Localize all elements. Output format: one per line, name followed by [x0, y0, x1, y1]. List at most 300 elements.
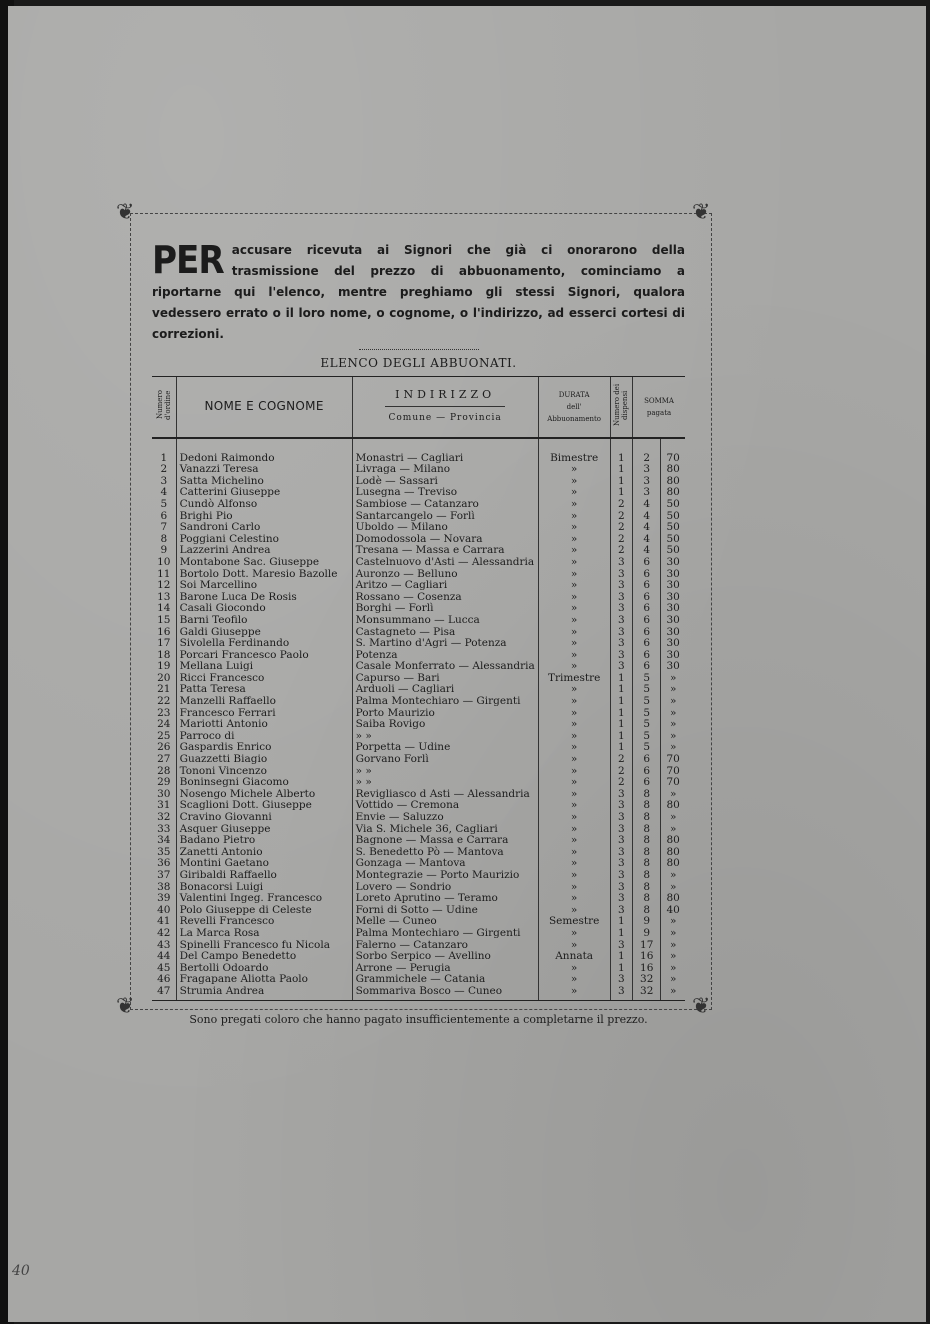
cell-c: 80 [661, 858, 685, 870]
cell-l: 4 [633, 545, 661, 557]
cell-dur: » [538, 592, 610, 604]
cell-name: Fragapane Aliotta Paolo [176, 974, 352, 986]
cell-dur: » [538, 940, 610, 952]
cell-dur: » [538, 661, 610, 673]
cell-l: 2 [633, 438, 661, 465]
cell-l: 8 [633, 812, 661, 824]
cell-name: Scaglioni Dott. Giuseppe [176, 800, 352, 812]
table-row [152, 580, 685, 592]
cell-num: 23 [157, 706, 171, 719]
cell-num: 7 [160, 521, 168, 534]
cell-num: 15 [157, 613, 171, 626]
cell-dur: » [538, 742, 610, 754]
cell-name: Parroco di [176, 731, 352, 743]
cell-num: 34 [157, 834, 171, 847]
cell-l: 6 [633, 557, 661, 569]
cell-dis: 1 [610, 464, 633, 476]
cell-addr: Casale Monferrato — Alessandria [352, 661, 538, 673]
cell-l: 5 [633, 673, 661, 685]
cell-l: 4 [633, 511, 661, 523]
cell-dur: » [538, 708, 610, 720]
cell-l: 6 [633, 615, 661, 627]
cell-dur: » [538, 487, 610, 499]
cell-c: » [661, 719, 685, 731]
cell-l: 32 [633, 986, 661, 1000]
table-row [152, 522, 685, 534]
table-row [152, 986, 685, 1000]
cell-dis: 3 [610, 569, 633, 581]
cell-name: Cundò Alfonso [176, 499, 352, 511]
intro-text: accusare ricevuta ai Signori che già ci onorarono della trasmissione del prezzo di abbuonamento, cominciamo a riportarne qui l'elenco, mentre preghiamo gli stessi Signori, qualora vedessero errato o il loro nome, o cognome, o l'indirizzo, ad esserci cortesi di correzioni. [152, 243, 685, 341]
margin-note: 40 [12, 1263, 30, 1279]
cell-c: » [661, 963, 685, 975]
cell-c: 30 [661, 580, 685, 592]
cell-l: 8 [633, 824, 661, 836]
cell-name: Strumia Andrea [176, 986, 352, 1000]
cell-l: 3 [633, 487, 661, 499]
cell-dis: 1 [610, 951, 633, 963]
table-row [152, 893, 685, 905]
cell-dis: 1 [610, 438, 633, 465]
cell-addr: Envie — Saluzzo [352, 812, 538, 824]
table-header-row [152, 377, 685, 438]
cell-l: 6 [633, 766, 661, 778]
cell-dur: » [538, 928, 610, 940]
cell-num: 2 [160, 463, 168, 476]
cell-addr: Vottido — Cremona [352, 800, 538, 812]
cell-name: Mariotti Antonio [176, 719, 352, 731]
cell-c: 30 [661, 557, 685, 569]
cell-addr: Domodossola — Novara [352, 534, 538, 546]
cell-num: 18 [157, 648, 171, 661]
cell-dis: 3 [610, 650, 633, 662]
cell-c: 80 [661, 464, 685, 476]
cell-l: 8 [633, 905, 661, 917]
cell-name: Giribaldi Raffaello [176, 870, 352, 882]
cell-num: 32 [157, 811, 171, 823]
cell-num: 46 [157, 973, 171, 986]
cell-addr: Castagneto — Pisa [352, 627, 538, 639]
header-duration: DURATA dell' Abbuonamento [538, 377, 610, 438]
cell-c: 80 [661, 893, 685, 905]
cell-addr: Bagnone — Massa e Carrara [352, 835, 538, 847]
cell-l: 8 [633, 882, 661, 894]
cell-num: 5 [160, 497, 168, 510]
cell-l: 6 [633, 580, 661, 592]
cell-dis: 1 [610, 487, 633, 499]
cell-dis: 1 [610, 673, 633, 685]
cell-l: 8 [633, 893, 661, 905]
drop-cap: PER [152, 238, 224, 282]
cell-l: 4 [633, 522, 661, 534]
cell-c: » [661, 789, 685, 801]
cell-dis: 2 [610, 499, 633, 511]
cell-dis: 3 [610, 882, 633, 894]
cell-dur: » [538, 905, 610, 917]
cell-name: Ricci Francesco [176, 673, 352, 685]
cell-addr: Arduoli — Cagliari [352, 684, 538, 696]
cell-addr: Castelnuovo d'Asti — Alessandria [352, 557, 538, 569]
cell-dur: » [538, 870, 610, 882]
cell-dis: 3 [610, 940, 633, 952]
cell-dur: » [538, 684, 610, 696]
cell-dur: » [538, 986, 610, 1000]
cell-dis: 3 [610, 615, 633, 627]
cell-dur: Trimestre [538, 673, 610, 685]
cell-num: 17 [157, 637, 171, 650]
cell-c: 30 [661, 638, 685, 650]
cell-c: » [661, 673, 685, 685]
cell-c: 50 [661, 511, 685, 523]
cell-addr: Porto Maurizio [352, 708, 538, 720]
cell-dur: » [538, 499, 610, 511]
cell-c: » [661, 928, 685, 940]
cell-dis: 1 [610, 708, 633, 720]
cell-num: 39 [157, 892, 171, 905]
cell-c: 70 [661, 766, 685, 778]
cell-l: 6 [633, 638, 661, 650]
cell-l: 8 [633, 858, 661, 870]
cell-dis: 3 [610, 986, 633, 1000]
cell-num: 31 [157, 799, 171, 812]
cell-c: 30 [661, 603, 685, 615]
cell-num: 6 [160, 509, 168, 522]
cell-addr: Palma Montechiaro — Girgenti [352, 928, 538, 940]
cell-dis: 3 [610, 661, 633, 673]
cell-dis: 2 [610, 766, 633, 778]
cell-c: » [661, 986, 685, 1000]
corner-ornament-icon: ❦ [116, 994, 135, 1019]
cell-num: 4 [160, 486, 168, 499]
cell-c: 30 [661, 661, 685, 673]
cell-addr: Potenza [352, 650, 538, 662]
cell-l: 6 [633, 627, 661, 639]
cell-addr: Loreto Aprutino — Teramo [352, 893, 538, 905]
cell-name: Guazzetti Biagio [176, 754, 352, 766]
cell-num: 42 [157, 926, 171, 939]
cell-num: 25 [157, 729, 171, 742]
cell-dis: 3 [610, 974, 633, 986]
cell-addr: Montegrazie — Porto Maurizio [352, 870, 538, 882]
cell-num: 13 [157, 590, 171, 603]
table-body [152, 438, 685, 1000]
cell-c: 30 [661, 627, 685, 639]
cell-c: 80 [661, 847, 685, 859]
cell-dis: 2 [610, 545, 633, 557]
cell-dur: Annata [538, 951, 610, 963]
cell-dur: » [538, 847, 610, 859]
cell-num: 1 [160, 451, 168, 464]
cell-l: 4 [633, 534, 661, 546]
cell-addr: Porpetta — Udine [352, 742, 538, 754]
cell-addr: Palma Montechiaro — Girgenti [352, 696, 538, 708]
cell-addr: Monastri — Cagliari [352, 438, 538, 465]
cell-dur: » [538, 627, 610, 639]
cell-l: 6 [633, 603, 661, 615]
cell-c: » [661, 974, 685, 986]
cell-addr: Grammichele — Catania [352, 974, 538, 986]
cell-addr: Falerno — Catanzaro [352, 940, 538, 952]
cell-num: 8 [160, 532, 168, 545]
cell-c: » [661, 940, 685, 952]
cell-name: Lazzerini Andrea [176, 545, 352, 557]
table-row [152, 438, 685, 465]
corner-ornament-icon: ❦ [692, 200, 711, 225]
subscriber-table [152, 376, 685, 1001]
cell-name: Casali Giocondo [176, 603, 352, 615]
cell-l: 6 [633, 661, 661, 673]
table-row [152, 812, 685, 824]
cell-c: 50 [661, 534, 685, 546]
cell-name: Barone Luca De Rosis [176, 592, 352, 604]
cell-num: 44 [157, 950, 171, 963]
cell-c: » [661, 824, 685, 836]
notice-content [152, 240, 685, 1026]
cell-dur: » [538, 511, 610, 523]
cell-dur: » [538, 569, 610, 581]
cell-num: 12 [157, 579, 171, 592]
cell-num: 9 [160, 544, 168, 557]
cell-num: 22 [157, 695, 171, 708]
cell-l: 9 [633, 916, 661, 928]
cell-name: Porcari Francesco Paolo [176, 650, 352, 662]
cell-c: 80 [661, 800, 685, 812]
cell-addr: » » [352, 731, 538, 743]
cell-num: 30 [157, 787, 171, 800]
cell-dis: 2 [610, 777, 633, 789]
cell-c: 80 [661, 487, 685, 499]
cell-dur: » [538, 893, 610, 905]
cell-l: 8 [633, 847, 661, 859]
cell-addr: S. Benedetto Pò — Mantova [352, 847, 538, 859]
cell-addr: Capurso — Bari [352, 673, 538, 685]
cell-addr: Revigliasco d Asti — Alessandria [352, 789, 538, 801]
cell-c: » [661, 696, 685, 708]
cell-name: Zanetti Antonio [176, 847, 352, 859]
cell-dis: 3 [610, 905, 633, 917]
cell-addr: Monsummano — Lucca [352, 615, 538, 627]
cell-l: 8 [633, 870, 661, 882]
cell-dis: 3 [610, 627, 633, 639]
cell-addr: Gorvano Forlì [352, 754, 538, 766]
cell-l: 6 [633, 592, 661, 604]
cell-name: Brighi Pio [176, 511, 352, 523]
header-name: NOME E COGNOME [176, 377, 352, 438]
cell-name: La Marca Rosa [176, 928, 352, 940]
cell-dis: 3 [610, 580, 633, 592]
cell-addr: Tresana — Massa e Carrara [352, 545, 538, 557]
cell-dur: » [538, 615, 610, 627]
cell-l: 17 [633, 940, 661, 952]
cell-addr: Lodè — Sassari [352, 476, 538, 488]
cell-dis: 2 [610, 522, 633, 534]
cell-c: 30 [661, 569, 685, 581]
intro-paragraph [152, 240, 685, 345]
cell-dis: 3 [610, 789, 633, 801]
cell-name: Mellana Luigi [176, 661, 352, 673]
cell-name: Bonacorsi Luigi [176, 882, 352, 894]
list-title: ELENCO DEGLI ABBUONATI. [320, 356, 517, 370]
cell-addr: Forni di Sotto — Udine [352, 905, 538, 917]
cell-dur: » [538, 464, 610, 476]
cell-dis: 1 [610, 963, 633, 975]
separator [359, 349, 479, 350]
cell-dur: » [538, 766, 610, 778]
cell-l: 32 [633, 974, 661, 986]
cell-l: 3 [633, 476, 661, 488]
cell-l: 8 [633, 800, 661, 812]
cell-l: 5 [633, 731, 661, 743]
cell-name: Boninsegni Giacomo [176, 777, 352, 789]
cell-num: 47 [152, 986, 176, 1000]
table-row [152, 638, 685, 650]
cell-addr: S. Martino d'Agri — Potenza [352, 638, 538, 650]
cell-l: 6 [633, 754, 661, 766]
cell-addr: Sorbo Serpico — Avellino [352, 951, 538, 963]
cell-name: Tononi Vincenzo [176, 766, 352, 778]
cell-dur: » [538, 696, 610, 708]
cell-num: 45 [157, 961, 171, 974]
cell-c: 50 [661, 522, 685, 534]
cell-num: 26 [157, 741, 171, 754]
cell-dis: 3 [610, 835, 633, 847]
cell-dur: » [538, 835, 610, 847]
cell-num: 37 [157, 868, 171, 881]
cell-l: 6 [633, 777, 661, 789]
cell-name: Spinelli Francesco fu Nicola [176, 940, 352, 952]
cell-c: » [661, 870, 685, 882]
cell-addr: » » [352, 766, 538, 778]
cell-name: Nosengo Michele Alberto [176, 789, 352, 801]
cell-name: Polo Giuseppe di Celeste [176, 905, 352, 917]
cell-name: Montini Gaetano [176, 858, 352, 870]
cell-dur: » [538, 638, 610, 650]
cell-dis: 1 [610, 916, 633, 928]
cell-c: 80 [661, 835, 685, 847]
cell-name: Soi Marcellino [176, 580, 352, 592]
cell-num: 21 [157, 683, 171, 696]
cell-c: » [661, 708, 685, 720]
cell-l: 5 [633, 696, 661, 708]
cell-addr: Borghi — Forlì [352, 603, 538, 615]
cell-name: Badano Pietro [176, 835, 352, 847]
cell-name: Del Campo Benedetto [176, 951, 352, 963]
cell-num: 24 [157, 718, 171, 731]
cell-dis: 3 [610, 824, 633, 836]
table-row [152, 696, 685, 708]
header-sum: SOMMA pagata [633, 377, 685, 438]
cell-l: 4 [633, 499, 661, 511]
cell-dur: » [538, 650, 610, 662]
cell-dis: 2 [610, 511, 633, 523]
cell-dur: » [538, 731, 610, 743]
cell-name: Vanazzi Teresa [176, 464, 352, 476]
cell-num: 35 [157, 845, 171, 858]
cell-num: 3 [160, 474, 168, 487]
cell-name: Satta Michelino [176, 476, 352, 488]
cell-c: 30 [661, 650, 685, 662]
cell-addr: Gonzaga — Mantova [352, 858, 538, 870]
cell-name: Asquer Giuseppe [176, 824, 352, 836]
cell-name: Barni Teofilo [176, 615, 352, 627]
cell-dur: » [538, 545, 610, 557]
cell-addr: Auronzo — Belluno [352, 569, 538, 581]
cell-num: 36 [157, 857, 171, 870]
cell-dur: » [538, 777, 610, 789]
cell-dis: 3 [610, 847, 633, 859]
cell-num: 27 [157, 753, 171, 766]
cell-dis: 3 [610, 870, 633, 882]
cell-c: » [661, 916, 685, 928]
cell-num: 41 [157, 915, 171, 928]
cell-dis: 1 [610, 928, 633, 940]
cell-dis: 3 [610, 592, 633, 604]
cell-num: 10 [157, 555, 171, 568]
cell-dis: 3 [610, 858, 633, 870]
cell-c: 40 [661, 905, 685, 917]
cell-l: 5 [633, 742, 661, 754]
cell-c: 70 [661, 754, 685, 766]
cell-l: 5 [633, 684, 661, 696]
cell-dur: » [538, 974, 610, 986]
cell-dur: » [538, 963, 610, 975]
cell-l: 8 [633, 789, 661, 801]
cell-c: 30 [661, 615, 685, 627]
cell-num: 20 [157, 671, 171, 684]
cell-c: » [661, 951, 685, 963]
cell-addr: Lovero — Sondrio [352, 882, 538, 894]
cell-dur: » [538, 812, 610, 824]
cell-dis: 1 [610, 476, 633, 488]
cell-dur: » [538, 754, 610, 766]
cell-l: 9 [633, 928, 661, 940]
cell-l: 8 [633, 835, 661, 847]
cell-name: Valentini Ingeg. Francesco [176, 893, 352, 905]
cell-dur: » [538, 603, 610, 615]
table-row [152, 928, 685, 940]
cell-dis: 1 [610, 684, 633, 696]
cell-dur: » [538, 557, 610, 569]
cell-name: Revelli Francesco [176, 916, 352, 928]
footer-note: Sono pregati coloro che hanno pagato insufficientemente a completarne il prezzo. [189, 1012, 648, 1026]
cell-num: 16 [157, 625, 171, 638]
cell-l: 3 [633, 464, 661, 476]
cell-name: Patta Teresa [176, 684, 352, 696]
cell-l: 6 [633, 650, 661, 662]
cell-l: 5 [633, 719, 661, 731]
cell-name: Sandroni Carlo [176, 522, 352, 534]
cell-dis: 1 [610, 719, 633, 731]
cell-dis: 1 [610, 731, 633, 743]
table-row [152, 499, 685, 511]
cell-num: 11 [157, 567, 171, 580]
cell-c: 50 [661, 499, 685, 511]
cell-dur: » [538, 800, 610, 812]
cell-name: Galdi Giuseppe [176, 627, 352, 639]
cell-addr: Saiba Rovigo [352, 719, 538, 731]
cell-num: 43 [157, 938, 171, 951]
cell-name: Bortolo Dott. Maresio Bazolle [176, 569, 352, 581]
cell-dis: 3 [610, 557, 633, 569]
cell-c: » [661, 731, 685, 743]
cell-addr: Livraga — Milano [352, 464, 538, 476]
cell-addr: Arrone — Perugia [352, 963, 538, 975]
cell-dur: Semestre [538, 916, 610, 928]
cell-name: Francesco Ferrari [176, 708, 352, 720]
cell-l: 5 [633, 708, 661, 720]
cell-l: 16 [633, 951, 661, 963]
cell-c: 80 [661, 476, 685, 488]
